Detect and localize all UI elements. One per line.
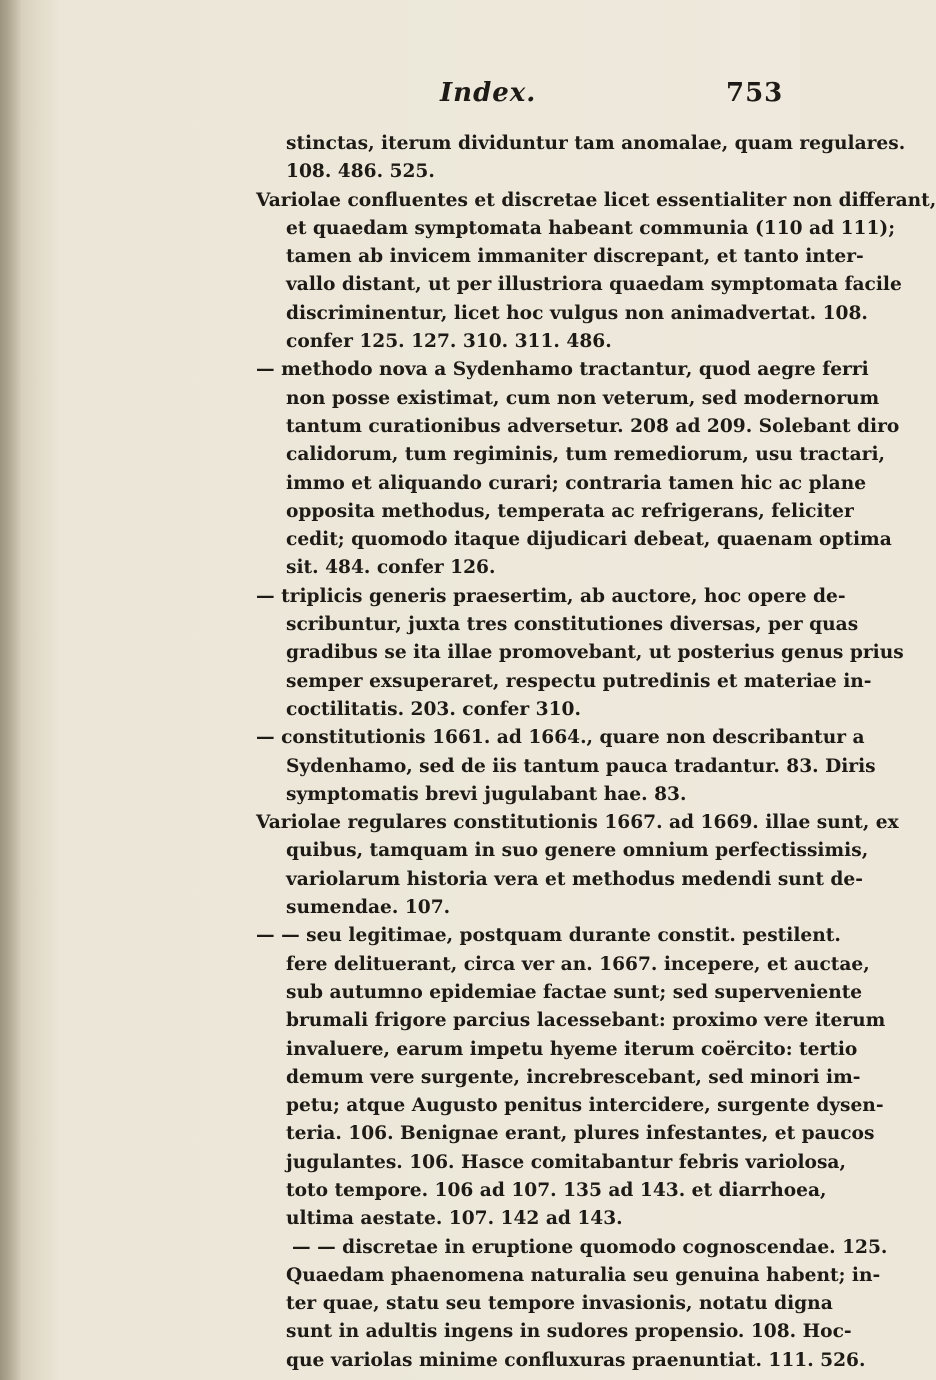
text-line: que variolas minime confluxuras praenuntiat. 111. 526. xyxy=(286,1349,866,1371)
text-line: ultima aestate. 107. 142 ad 143. xyxy=(286,1208,623,1230)
text-line: symptomatis brevi jugulabant hae. 83. xyxy=(286,783,687,805)
text-line: brumali frigore parcius lacessebant: proximo vere iterum xyxy=(286,1010,886,1032)
index-body xyxy=(256,130,936,1375)
text-line: quibus, tamquam in suo genere omnium perfectissimis, xyxy=(286,840,869,862)
index-entry-heading: Variolae regulares constitutionis 1667. ad 1669. illae sunt, ex xyxy=(256,812,899,834)
text-line: tantum curationibus adversetur. 208 ad 209. Solebant diro xyxy=(286,415,900,437)
page-number: 753 xyxy=(726,78,784,108)
text-line: sub autumno epidemiae factae sunt; sed superveniente xyxy=(286,981,863,1003)
text-line: invaluere, earum impetu hyeme iterum coërcito: tertio xyxy=(286,1038,858,1060)
text-line: petu; atque Augusto penitus intercidere, surgente dysen- xyxy=(286,1095,884,1117)
text-line: teria. 106. Benignae erant, plures infestantes, et paucos xyxy=(286,1123,875,1145)
text-line: sit. 484. confer 126. xyxy=(286,557,496,579)
index-subentry: — methodo nova a Sydenhamo tractantur, quod aegre ferri xyxy=(256,359,869,381)
running-title: Index. xyxy=(440,78,537,108)
text-line: discriminentur, licet hoc vulgus non animadvertat. 108. xyxy=(286,302,868,324)
page-gutter-shadow xyxy=(0,0,22,1380)
text-line: demum vere surgente, increbrescebant, sed minori im- xyxy=(286,1066,861,1088)
text-line: stinctas, iterum dividuntur tam anomalae, quam regulares. xyxy=(286,133,906,154)
text-line: scribuntur, juxta tres constitutiones diversas, per quas xyxy=(286,614,859,636)
text-line: tamen ab invicem immaniter discrepant, et tanto inter- xyxy=(286,246,864,268)
page-header xyxy=(0,78,800,114)
text-line: coctilitatis. 203. confer 310. xyxy=(286,698,581,720)
text-line: confer 125. 127. 310. 311. 486. xyxy=(286,331,612,353)
index-entry-heading: Variolae confluentes et discretae licet essentialiter non differant, xyxy=(256,189,936,211)
text-line: vallo distant, ut per illustriora quaedam symptomata facile xyxy=(286,274,902,296)
index-subentry: — — seu legitimae, postquam durante constit. pestilent. xyxy=(256,925,841,947)
text-line: toto tempore. 106 ad 107. 135 ad 143. et diarrhoea, xyxy=(286,1179,827,1201)
text-line: ter quae, statu seu tempore invasionis, notatu digna xyxy=(286,1293,833,1315)
text-line: cedit; quomodo itaque dijudicari debeat, quaenam optima xyxy=(286,529,892,551)
text-line: semper exsuperaret, respectu putredinis et materiae in- xyxy=(286,670,872,692)
text-line: variolarum historia vera et methodus medendi sunt de- xyxy=(286,868,863,890)
index-subentry: — constitutionis 1661. ad 1664., quare non describantur a xyxy=(256,727,865,749)
text-line: immo et aliquando curari; contraria tamen hic ac plane xyxy=(286,472,867,494)
text-line: calidorum, tum regiminis, tum remediorum, usu tractari, xyxy=(286,444,886,466)
text-line: et quaedam symptomata habeant communia (110 ad 111); xyxy=(286,217,896,239)
index-subentry: — — discretae in eruptione quomodo cognoscendae. 125. xyxy=(292,1236,888,1258)
text-line: opposita methodus, temperata ac refrigerans, feliciter xyxy=(286,500,854,522)
index-subentry: — triplicis generis praesertim, ab auctore, hoc opere de- xyxy=(256,585,846,607)
text-line: Quaedam phaenomena naturalia seu genuina habent; in- xyxy=(286,1264,881,1286)
text-line: non posse existimat, cum non veterum, sed modernorum xyxy=(286,387,880,409)
text-line: gradibus se ita illae promovebant, ut posterius genus prius xyxy=(286,642,904,664)
text-line: Sydenhamo, sed de iis tantum pauca tradantur. 83. Diris xyxy=(286,755,876,777)
text-line: fere delituerant, circa ver an. 1667. incepere, et auctae, xyxy=(286,953,870,975)
text-line: sumendae. 107. xyxy=(286,897,451,919)
text-line: sunt in adultis ingens in sudores propensio. 108. Hoc- xyxy=(286,1321,852,1343)
text-line: jugulantes. 106. Hasce comitabantur febris variolosa, xyxy=(286,1151,846,1173)
text-line: 108. 486. 525. xyxy=(286,161,435,183)
